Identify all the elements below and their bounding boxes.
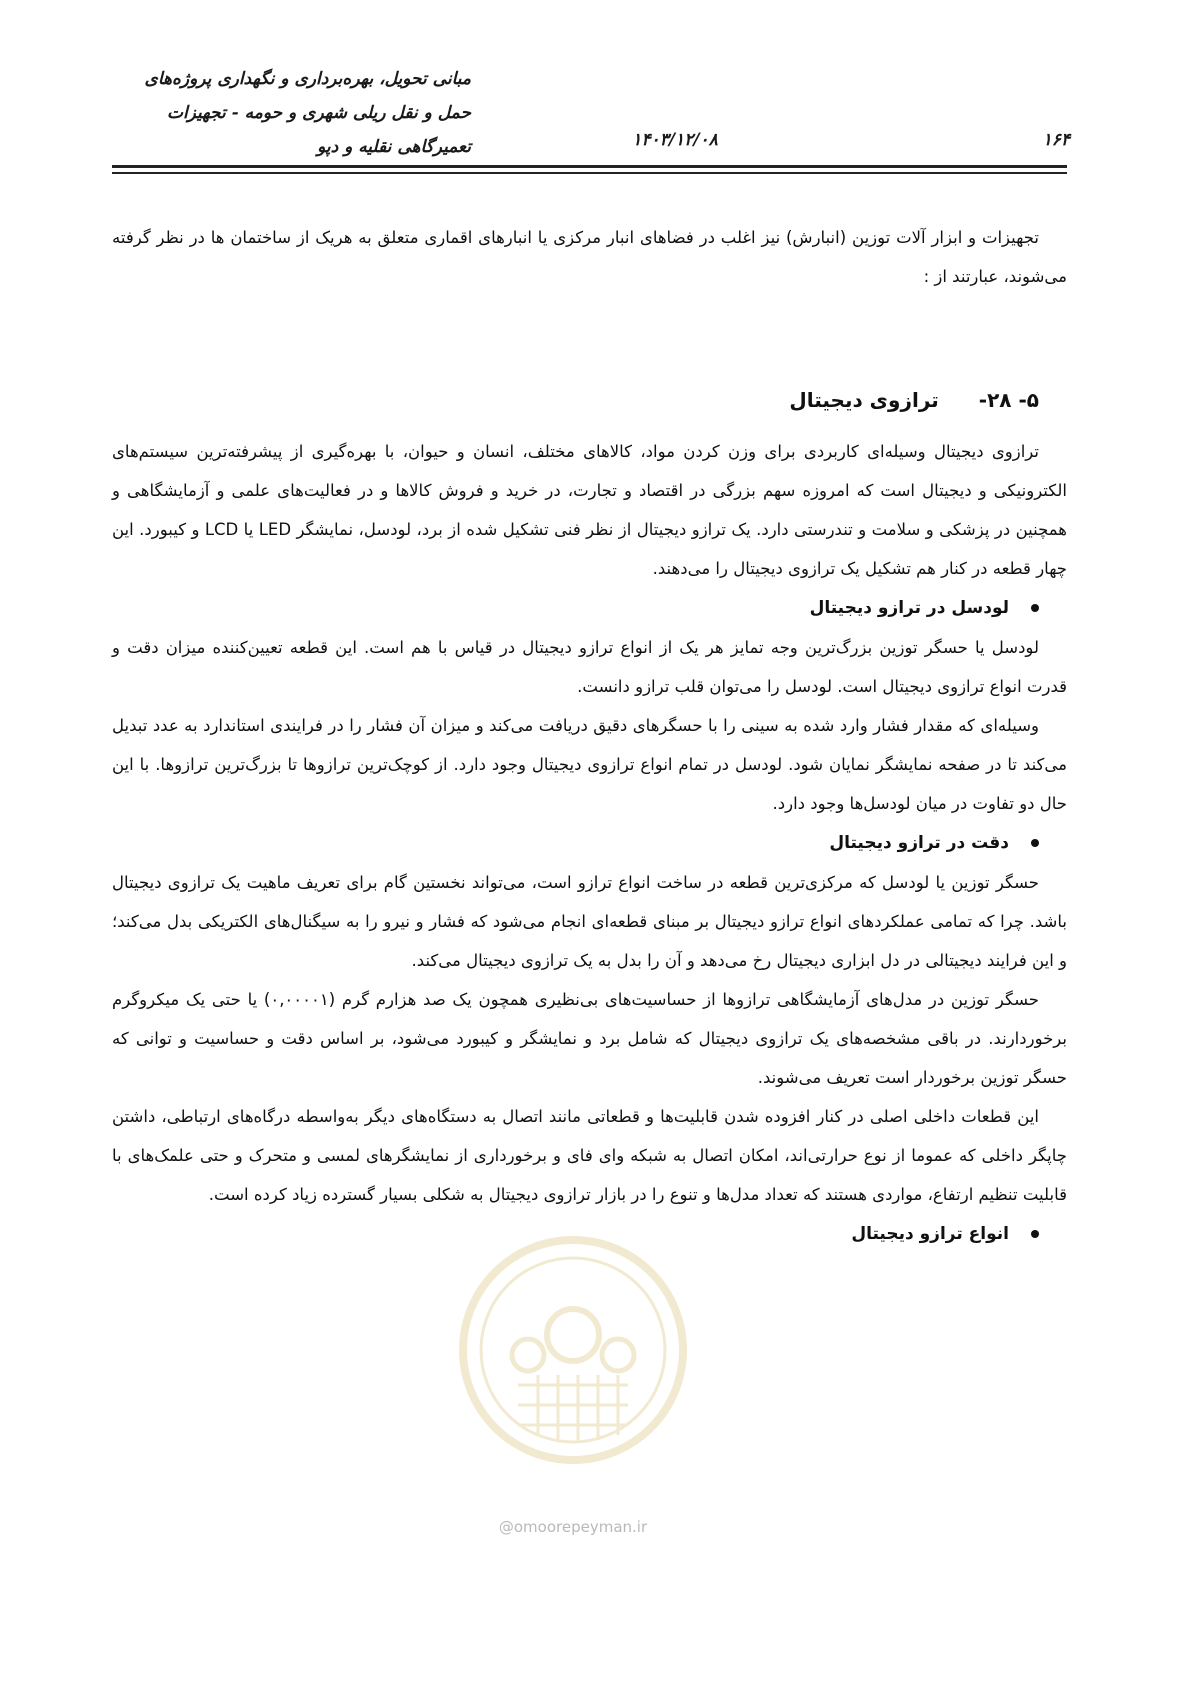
bullet-heading-text: انواع ترازو دیجیتال xyxy=(851,1224,1009,1244)
header-divider xyxy=(112,165,1067,168)
bullet-dot-icon xyxy=(1031,604,1039,612)
header-title xyxy=(91,62,471,164)
header-date: ۱۴۰۳/۱۲/۰۸ xyxy=(632,130,718,150)
paragraph: این قطعات داخلی اصلی در کنار افزوده شدن قابلیت‌ها و قطعاتی مانند اتصال به دستگاه‌های دیگر به‌واسطه درگاه‌های ارتباطی، داشتن چاپگر داخلی که عموما از نوع حرارتی‌اند، امکان اتصال به شبکه وای فای و برخورداری از نمایشگرهای لمسی و متحرک و حتی علمک‌های با قابلیت تنظیم ارتفاع، مواردی هستند که تعداد مدل‌ها و تنوع را در بازار ترازوی دیجیتال به شکلی بسیار گسترده زیاد کرده است. xyxy=(112,1107,1067,1204)
bullet-heading-text: لودسل در ترازو دیجیتال xyxy=(809,598,1009,618)
bullet-heading xyxy=(112,588,1067,628)
header-title-line: مبانی تحویل، بهره‌برداری و نگهداری پروژه‌های xyxy=(144,69,471,89)
header-title-line: تعمیرگاهی نقلیه و دپو xyxy=(317,137,471,157)
bullet-heading xyxy=(112,1214,1067,1254)
watermark-text: @omoorepeyman.ir xyxy=(498,1518,648,1536)
bullet-heading-text: دقت در ترازو دیجیتال xyxy=(829,833,1009,853)
section-heading xyxy=(112,380,1067,420)
section-number: ۵- ۲۸- xyxy=(978,388,1039,412)
paragraph: ترازوی دیجیتال وسیله‌ای کاربردی برای وزن کردن مواد، کالاهای مختلف، انسان و حیوان، با بهره‌گیری از پیشرفته‌ترین سیستم‌های الکترونیکی و دیجیتال است که امروزه سهم بزرگی در اقتصاد و تجارت، در خرید و فروش کالاها و در فعالیت‌های علمی و آزمایشگاهی و همچنین در پزشکی و سلامت و تندرستی دارد. یک ترازو دیجیتال از نظر فنی تشکیل شده از برد، لودسل، نمایشگر LED یا LCD و کیبورد. این چهار قطعه در کنار هم تشکیل یک ترازوی دیجیتال را می‌دهند. xyxy=(112,442,1068,578)
bullet-dot-icon xyxy=(1031,839,1039,847)
paragraph: لودسل یا حسگر توزین بزرگ‌ترین وجه تمایز هر یک از انواع ترازو دیجیتال در قیاس با هم است. این قطعه تعیین‌کننده میزان دقت و قدرت انواع ترازوی دیجیتال است. لودسل را می‌توان قلب ترازو دانست. xyxy=(112,638,1067,696)
document-body xyxy=(112,218,1067,1254)
page-number: ۱۶۴ xyxy=(1042,130,1070,150)
header-divider-secondary xyxy=(112,172,1067,174)
section-title: ترازوی دیجیتال xyxy=(789,388,939,412)
bullet-dot-icon xyxy=(1031,1230,1039,1238)
header-title-line: حمل و نقل ریلی شهری و حومه - تجهیزات xyxy=(166,103,471,123)
bullet-heading xyxy=(112,823,1067,863)
watermark-seal-icon xyxy=(448,1225,698,1475)
paragraph: حسگر توزین یا لودسل که مرکزی‌ترین قطعه در ساخت انواع ترازو است، می‌تواند نخستین گام برای تعریف ماهیت یک ترازوی دیجیتال باشد. چرا که تمامی عملکردهای انواع ترازو دیجیتال بر مبنای قطعه‌ای انجام می‌شود که فشار و نیرو را به سیگنال‌های الکتریکی بدل می‌کند؛ و این فرایند دیجیتالی در دل ابزاری دیجیتال رخ می‌دهد و آن را بدل به یک ترازوی دیجیتال می‌کند. xyxy=(112,873,1067,970)
paragraph: وسیله‌ای که مقدار فشار وارد شده به سینی را با حسگرهای دقیق دریافت می‌کند و میزان آن فشار را در فرایندی استاندارد به عدد تبدیل می‌کند تا در صفحه نمایشگر نمایان شود. لودسل در تمام انواع ترازوی دیجیتال وجود دارد. از کوچک‌ترین ترازوها تا بزرگ‌ترین ترازوها. با این حال دو تفاوت در میان لودسل‌ها وجود دارد. xyxy=(112,716,1067,813)
paragraph: حسگر توزین در مدل‌های آزمایشگاهی ترازوها از حساسیت‌های بی‌نظیری همچون یک صد هزارم گرم (۰,۰۰۰۰۱) یا حتی یک میکروگرم برخوردارند. در باقی مشخصه‌های یک ترازوی دیجیتال که شامل برد و نمایشگر و کیبورد می‌شود، بر اساس دقت و حساسیت و توانی که حسگر توزین برخوردار است تعریف می‌شوند. xyxy=(112,990,1067,1087)
intro-paragraph: تجهیزات و ابزار آلات توزین (انبارش) نیز اغلب در فضاهای انبار مرکزی یا انبارهای اقماری متعلق به هریک از ساختمان ها در نظر گرفته می‌شوند، عبارتند از : xyxy=(112,228,1067,286)
